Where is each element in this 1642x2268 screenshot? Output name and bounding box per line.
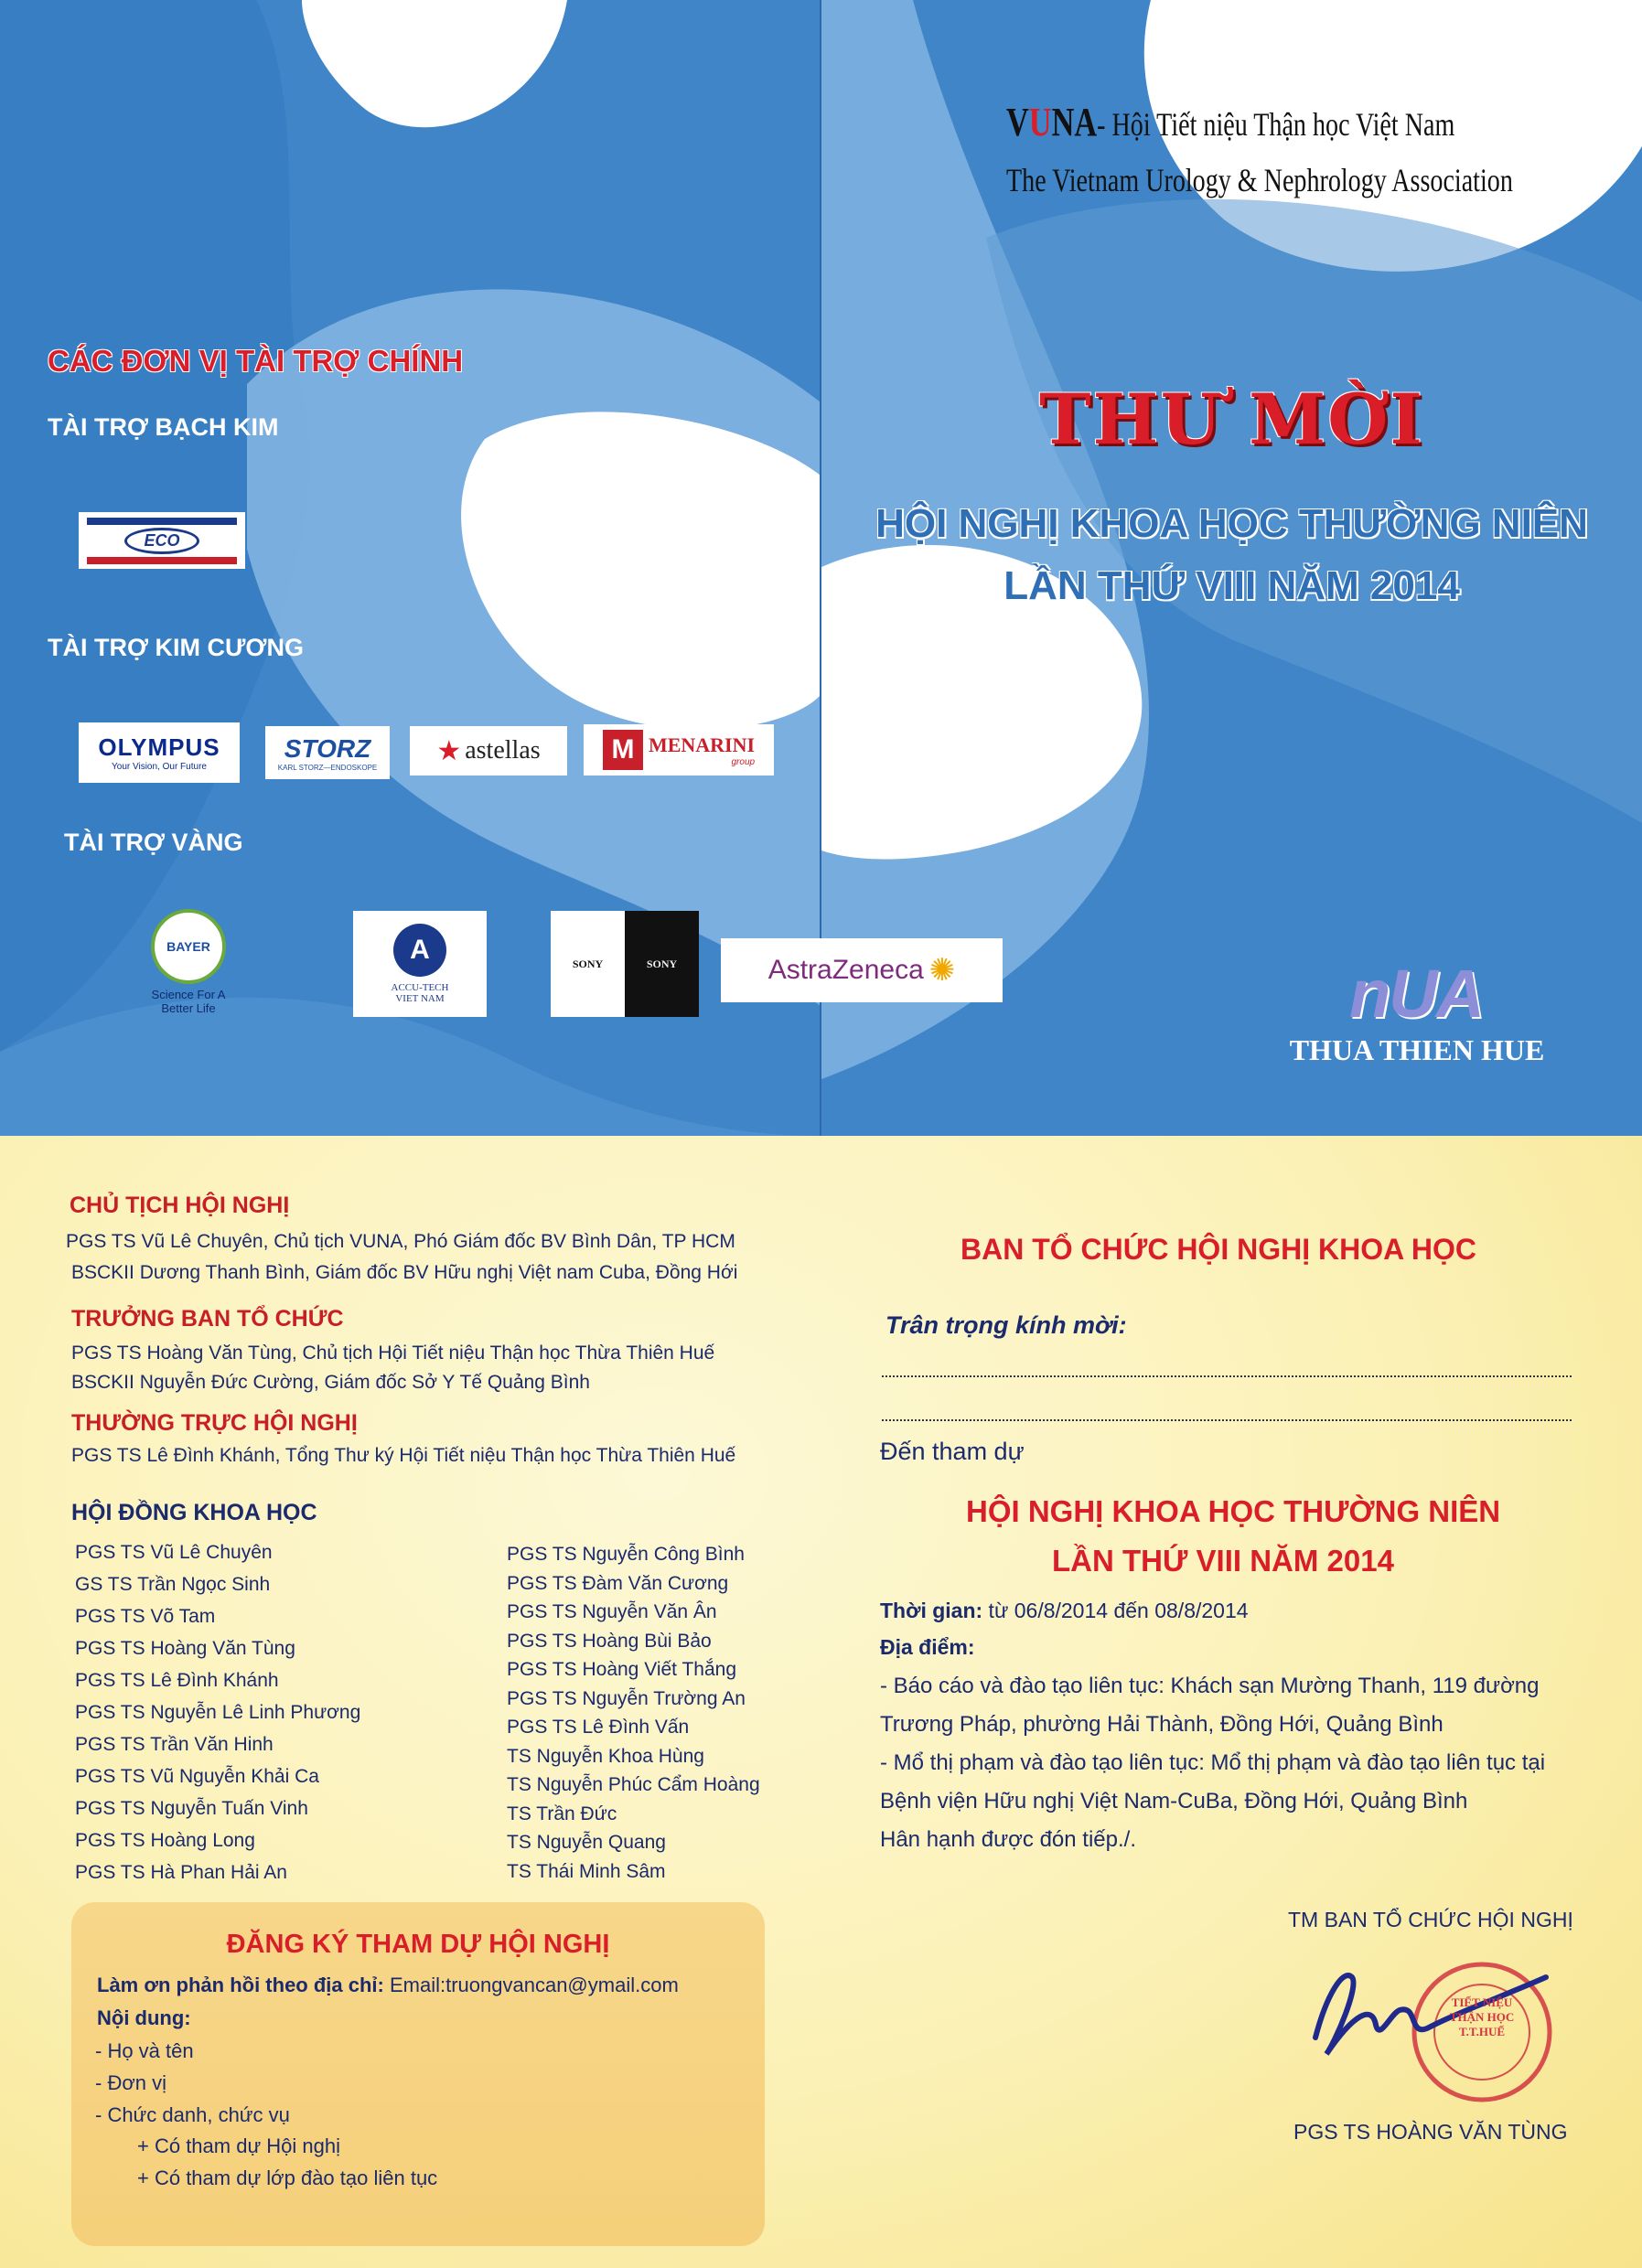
invitation-attend: Đến tham dự — [880, 1438, 1025, 1465]
invitee-line-2[interactable] — [882, 1419, 1572, 1421]
bayer-logo: BAYER Science For A Better Life — [134, 909, 243, 1026]
council-member: PGS TS Vũ Lê Chuyên — [75, 1542, 273, 1563]
star-icon: ★ — [436, 735, 462, 766]
council-member: PGS TS Hoàng Long — [75, 1830, 255, 1851]
main-sponsors-heading: CÁC ĐƠN VỊ TÀI TRỢ CHÍNH — [48, 344, 464, 378]
council-member: TS Nguyễn Phúc Cẩm Hoàng — [507, 1774, 760, 1795]
organizer-line-2: BSCKII Nguyễn Đức Cường, Giám đốc Sở Y Tế Quảng Bình — [71, 1372, 590, 1393]
diamond-heading: TÀI TRỢ KIM CƯƠNG — [48, 634, 304, 661]
invitation-conference-line-2: LẦN THỨ VIII NĂM 2014 — [1052, 1544, 1394, 1578]
registration-heading: ĐĂNG KÝ THAM DỰ HỘI NGHỊ — [226, 1930, 610, 1959]
stamp-text: TIẾT NIỆU THẬN HỌC T.T.HUẾ — [1449, 1995, 1515, 2038]
council-member: PGS TS Hoàng Bùi Bảo — [507, 1630, 712, 1652]
council-member: PGS TS Hà Phan Hải An — [75, 1862, 287, 1883]
conference-line-2: LẦN THỨ VIII NĂM 2014 — [1003, 563, 1460, 608]
invitation-place-2a: - Mổ thị phạm và đào tạo liên tục: Mổ thị phạm và đào tạo liên tục tại — [880, 1750, 1546, 1775]
invitation-conference-line-1: HỘI NGHỊ KHOA HỌC THƯỜNG NIÊN — [966, 1494, 1501, 1528]
registration-item: - Chức danh, chức vụ — [95, 2103, 290, 2126]
council-member: PGS TS Nguyễn Trường An — [507, 1687, 746, 1709]
registration-item: + Có tham dự Hội nghị — [137, 2134, 341, 2157]
council-member: PGS TS Vũ Nguyễn Khải Ca — [75, 1766, 319, 1787]
stamp-and-signature — [1299, 1941, 1573, 2124]
invitation-place-label: Địa điểm: — [880, 1635, 975, 1659]
chair-heading: CHỦ TỊCH HỘI NGHỊ — [70, 1193, 290, 1218]
registration-item: - Họ và tên — [95, 2039, 194, 2062]
registration-box — [71, 1902, 765, 2246]
council-member: PGS TS Lê Đình Khánh — [75, 1670, 279, 1691]
organizer-line-1: PGS TS Hoàng Văn Tùng, Chủ tịch Hội Tiết niệu Thận học Thừa Thiên Huế — [71, 1343, 715, 1364]
registration-email[interactable]: Email:truongvancan@ymail.com — [383, 1974, 679, 1996]
signature-title: TM BAN TỔ CHỨC HỘI NGHỊ — [1288, 1908, 1573, 1931]
invitation-place-2b: Bệnh viện Hữu nghị Việt Nam-CuBa, Đồng Hới, Quảng Bình — [880, 1789, 1468, 1813]
council-member: TS Nguyễn Quang — [507, 1832, 666, 1853]
sony-logo: SONY SONY — [551, 911, 699, 1017]
organizer-heading: TRƯỞNG BAN TỔ CHỨC — [71, 1306, 344, 1332]
standing-line-1: PGS TS Lê Đình Khánh, Tổng Thư ký Hội Tiết niệu Thận học Thừa Thiên Huế — [71, 1445, 736, 1466]
invitation-place-1b: Trương Pháp, phường Hải Thành, Đồng Hới, Quảng Bình — [880, 1712, 1443, 1737]
accutech-logo: A ACCU-TECH VIET NAM — [353, 911, 487, 1017]
eco-logo: ECO — [79, 512, 245, 569]
association-line-vi: VUNA- Hội Tiết niệu Thận học Việt Nam — [1006, 100, 1455, 144]
council-heading: HỘI ĐỒNG KHOA HỌC — [71, 1500, 317, 1525]
storz-logo: STORZ KARL STORZ—ENDOSKOPE — [265, 726, 390, 779]
astrazeneca-swirl-icon: ✺ — [928, 953, 956, 988]
invitation-time: Thời gian: từ 06/8/2014 đến 08/8/2014 — [880, 1599, 1249, 1622]
council-member: PGS TS Võ Tam — [75, 1606, 216, 1627]
invitation-closing: Hân hạnh được đón tiếp./. — [880, 1827, 1136, 1852]
chair-line-2: BSCKII Dương Thanh Bình, Giám đốc BV Hữu nghị Việt nam Cuba, Đồng Hới — [71, 1262, 738, 1283]
platinum-heading: TÀI TRỢ BẠCH KIM — [48, 413, 279, 441]
council-member: PGS TS Nguyễn Công Bình — [507, 1544, 745, 1565]
council-member: PGS TS Nguyễn Tuấn Vinh — [75, 1798, 308, 1819]
invitee-line-1[interactable] — [882, 1375, 1572, 1377]
local-association-name: THUA THIEN HUE — [1289, 1033, 1545, 1066]
registration-content-label: Nội dung: — [97, 2006, 191, 2029]
gold-heading: TÀI TRỢ VÀNG — [64, 829, 243, 856]
invitation-header: BAN TỔ CHỨC HỘI NGHỊ KHOA HỌC — [961, 1233, 1477, 1266]
council-column-2 — [507, 1544, 781, 1928]
council-member: PGS TS Trần Văn Hinh — [75, 1734, 274, 1755]
council-member: PGS TS Nguyễn Văn Ân — [507, 1601, 717, 1622]
council-member: PGS TS Hoàng Văn Tùng — [75, 1638, 295, 1659]
council-member: PGS TS Hoàng Viết Thắng — [507, 1659, 736, 1680]
astellas-logo: ★ astellas — [410, 726, 567, 776]
signer-name: PGS TS HOÀNG VĂN TÙNG — [1293, 2120, 1568, 2144]
council-member: TS Trần Đức — [507, 1803, 617, 1824]
registration-item: - Đơn vị — [95, 2071, 166, 2094]
invitation-greeting: Trân trọng kính mời: — [885, 1311, 1127, 1339]
council-member: GS TS Trần Ngọc Sinh — [75, 1574, 271, 1595]
association-line-en: The Vietnam Urology & Nephrology Association — [1006, 162, 1513, 198]
invitation-place-1a: - Báo cáo và đào tạo liên tục: Khách sạn Mường Thanh, 119 đường — [880, 1674, 1540, 1698]
registration-reply: Làm ơn phản hồi theo địa chỉ: Email:truongvancan@ymail.com — [97, 1974, 679, 1996]
menarini-logo: M MENARINI group — [584, 724, 774, 776]
olympus-logo: OLYMPUS Your Vision, Our Future — [79, 722, 240, 783]
nua-logo: nUA — [1348, 956, 1484, 1032]
brochure-inside — [0, 1136, 1642, 2268]
council-member: PGS TS Nguyễn Lê Linh Phương — [75, 1702, 361, 1723]
conference-line-1: HỘI NGHỊ KHOA HỌC THƯỜNG NIÊN — [875, 501, 1588, 546]
sponsor-panel — [0, 0, 821, 1136]
registration-item: + Có tham dự lớp đào tạo liên tục — [137, 2166, 438, 2189]
invitation-title: THƯ MỜI — [1039, 379, 1424, 460]
council-column-1 — [75, 1542, 478, 1926]
chair-line-1: PGS TS Vũ Lê Chuyên, Chủ tịch VUNA, Phó Giám đốc BV Bình Dân, TP HCM — [66, 1231, 735, 1252]
council-member: PGS TS Đàm Văn Cương — [507, 1572, 729, 1594]
astrazeneca-logo: AstraZeneca ✺ — [721, 938, 1003, 1002]
council-member: TS Nguyễn Khoa Hùng — [507, 1745, 704, 1767]
council-member: PGS TS Lê Đình Vấn — [507, 1717, 690, 1738]
council-member: TS Thái Minh Sâm — [507, 1860, 666, 1882]
standing-heading: THƯỜNG TRỰC HỘI NGHỊ — [71, 1410, 358, 1436]
